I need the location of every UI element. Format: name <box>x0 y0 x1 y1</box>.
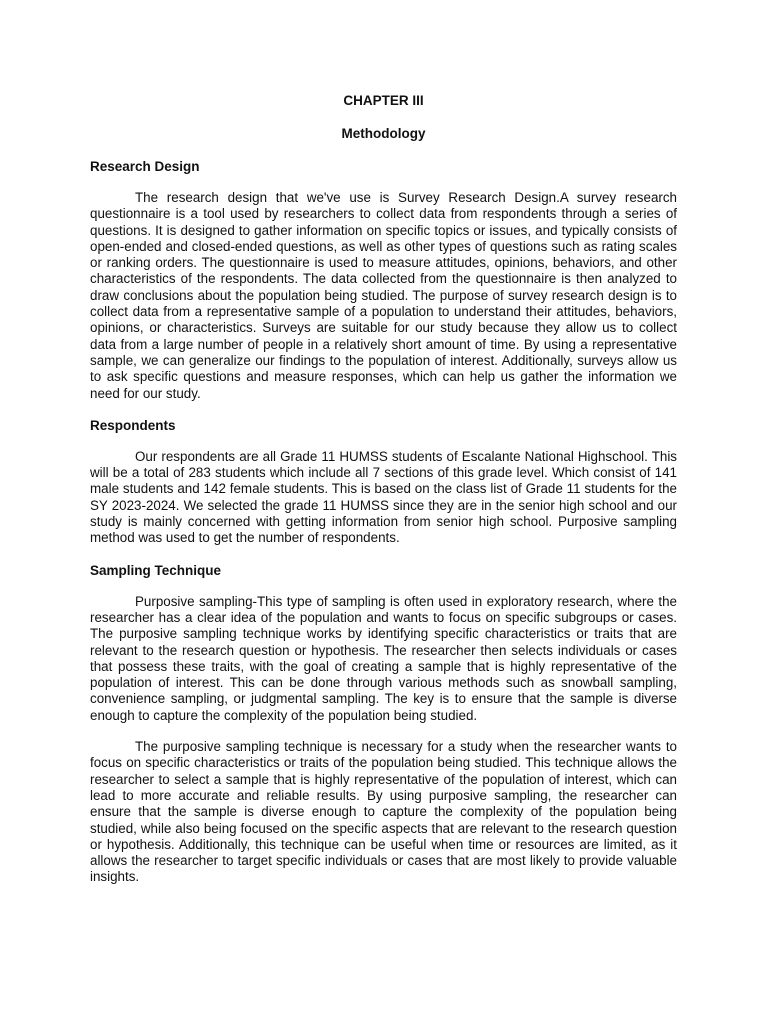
chapter-title: Methodology <box>341 126 426 141</box>
sampling-technique-paragraph-1: Purposive sampling-This type of sampling is often used in exploratory research, where the researcher has a clear idea of the population and wants to focus on specific subgroups or cases. The purposive sampling technique works by identifying specific characteristics or traits that are relevant to the research question or hypothesis. The researcher then selects individuals or cases that possess these traits, with the goal of creating a sample that is highly representative of the population of interest. This can be done through various methods such as snowball sampling, convenience sampling, or judgmental sampling. The key is to ensure that the sample is diverse enough to capture the complexity of the population being studied. <box>90 593 677 723</box>
section-respondents <box>90 417 677 547</box>
section-heading-sampling-technique: Sampling Technique <box>90 562 222 578</box>
document-page <box>90 92 677 901</box>
chapter-heading: CHAPTER III <box>343 93 424 108</box>
section-research-design <box>90 158 677 402</box>
research-design-paragraph: The research design that we've use is Survey Research Design.A survey research questionnaire is a tool used by researchers to collect data from respondents through a series of questions. It is designed to gather information on specific topics or issues, and typically consists of open-ended and closed-ended questions, as well as other types of questions such as rating scales or ranking orders. The questionnaire is used to measure attitudes, opinions, behaviors, and other characteristics of the respondents. The data collected from the questionnaire is then analyzed to draw conclusions about the population being studied. The purpose of survey research design is to collect data from a representative sample of a population to understand their attitudes, behaviors, opinions, or characteristics. Surveys are suitable for our study because they allow us to collect data from a large number of people in a relatively short amount of time. By using a representative sample, we can generalize our findings to the population of interest. Additionally, surveys allow us to ask specific questions and measure responses, which can help us gather the information we need for our study. <box>90 190 677 401</box>
section-heading-respondents: Respondents <box>90 417 176 433</box>
respondents-paragraph: Our respondents are all Grade 11 HUMSS students of Escalante National Highschool. This will be a total of 283 students which include all 7 sections of this grade level. Which consist of 141 male students and 142 female students. This is based on the class list of Grade 11 students for the SY 2023-2024. We selected the grade 11 HUMSS since they are in the senior high school and our study is mainly concerned with getting information from senior high school. Purposive sampling method was used to get the number of respondents. <box>90 448 677 546</box>
section-heading-research-design: Research Design <box>90 159 200 174</box>
sampling-technique-paragraph-2: The purposive sampling technique is necessary for a study when the researcher wants to focus on specific characteristics or traits of the population being studied. This technique allows the researcher to select a sample that is highly representative of the population of interest, which can lead to more accurate and reliable results. By using purposive sampling, the researcher can ensure that the sample is diverse enough to capture the complexity of the population being studied, while also being focused on the specific aspects that are relevant to the research question or hypothesis. Additionally, this technique can be useful when time or resources are limited, as it allows the researcher to target specific individuals or cases that are most likely to provide valuable insights. <box>90 739 677 885</box>
section-sampling-technique <box>90 562 677 886</box>
